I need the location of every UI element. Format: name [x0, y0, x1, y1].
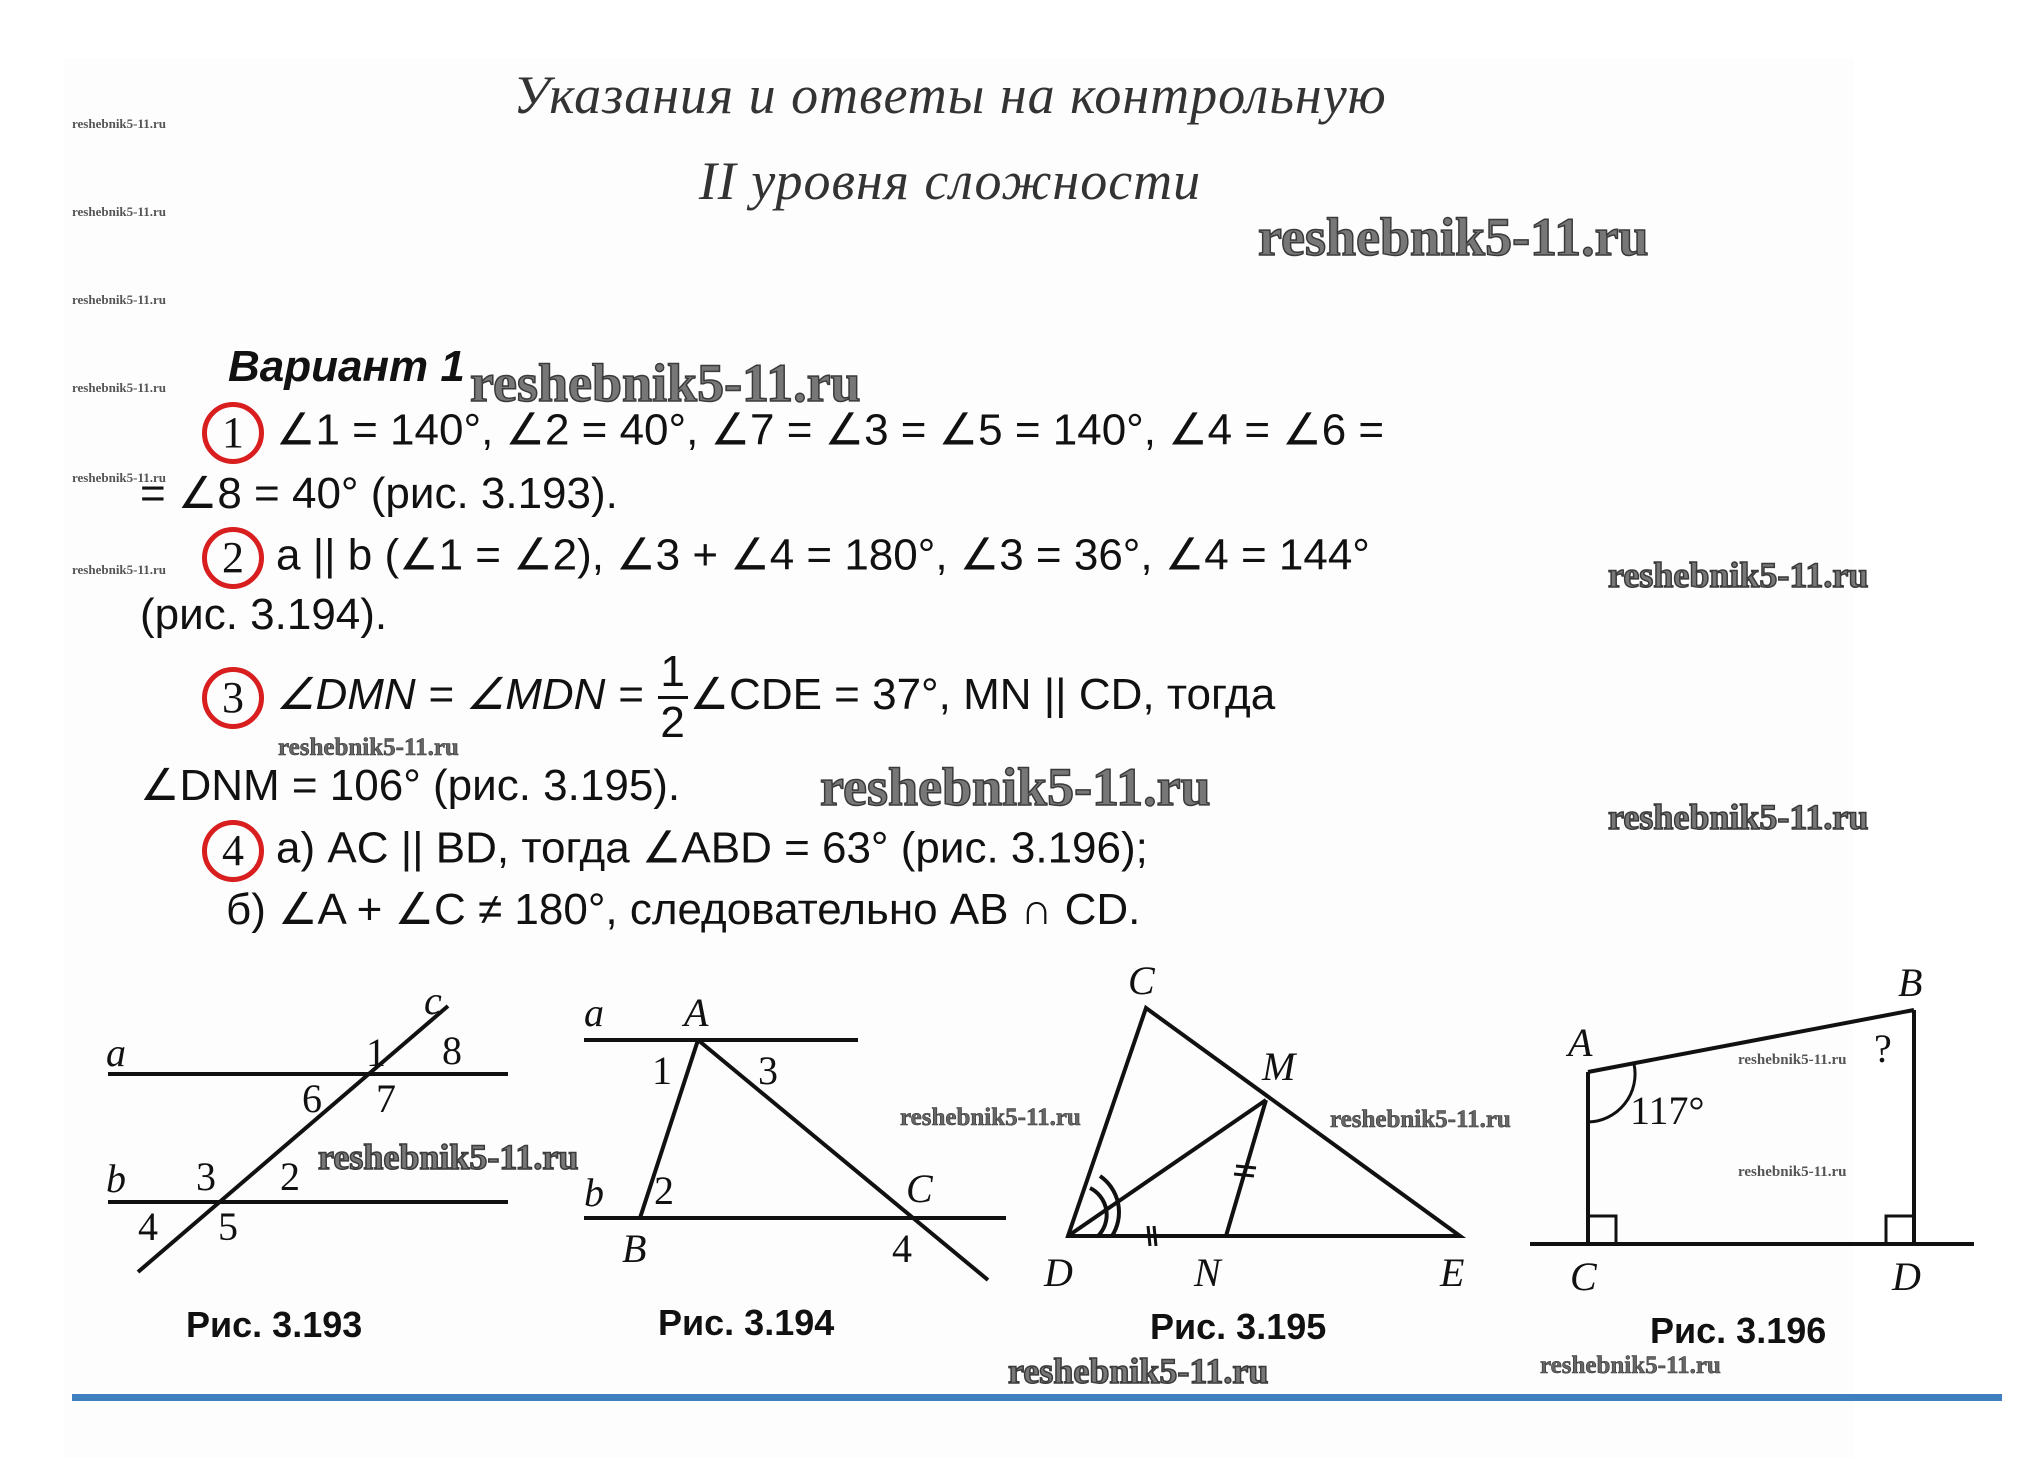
fig4-caption: Рис. 3.196	[1650, 1310, 1827, 1351]
fig3-caption: Рис. 3.195	[1150, 1306, 1327, 1347]
fig2-label-b: b	[584, 1170, 604, 1215]
watermark: reshebnik5-11.ru	[1330, 1106, 1511, 1133]
title-line-1: Указания и ответы на контрольную	[513, 65, 1387, 125]
fig4-label-C: C	[1570, 1254, 1597, 1299]
fig2-label-B: B	[622, 1226, 647, 1271]
fig2-label-3: 3	[758, 1048, 778, 1093]
task-2-line-2: (рис. 3.194).	[140, 590, 388, 639]
fig2-caption: Рис. 3.194	[658, 1302, 835, 1343]
side-watermark: reshebnik5-11.ru	[72, 562, 167, 577]
fig1-label-8: 8	[442, 1028, 462, 1073]
fig1-label-c: c	[424, 978, 442, 1023]
task-number-badge: 1	[202, 402, 264, 464]
task-4-text: а) AC || BD, тогда ∠ABD = 63° (рис. 3.196);	[276, 823, 1148, 873]
fig2-label-C: C	[906, 1166, 933, 1211]
task-4-line-2: б) ∠A + ∠C ≠ 180°, следовательно AB ∩ CD.	[226, 885, 1141, 934]
fig4-unknown-angle: ?	[1874, 1026, 1892, 1071]
side-watermark: reshebnik5-11.ru	[72, 380, 167, 395]
task-3-line-2: ∠DNM = 106° (рис. 3.195).	[140, 761, 681, 810]
watermark: reshebnik5-11.ru	[1738, 1052, 1847, 1068]
watermark: reshebnik5-11.ru	[900, 1104, 1081, 1131]
fig1-label-2: 2	[280, 1154, 300, 1199]
fig1-label-1: 1	[366, 1030, 386, 1075]
fig3-label-D: D	[1044, 1250, 1073, 1295]
fig1-label-3: 3	[196, 1154, 216, 1199]
fig1-label-5: 5	[218, 1204, 238, 1249]
watermark: reshebnik5-11.ru	[1738, 1164, 1847, 1180]
side-watermark: reshebnik5-11.ru	[72, 470, 167, 485]
fig1-label-7: 7	[376, 1076, 396, 1121]
watermark: reshebnik5-11.ru	[1608, 555, 1869, 595]
fig4-label-A: A	[1568, 1020, 1593, 1065]
fig4-segment-ab	[1588, 1010, 1914, 1072]
fraction-numerator: 1	[660, 647, 685, 696]
fig1-line-c	[138, 1006, 448, 1272]
task-number-badge: 4	[202, 820, 264, 882]
title-line-2: II уровня сложности	[698, 151, 1202, 211]
fraction-denominator: 2	[660, 698, 685, 747]
watermark: reshebnik5-11.ru	[470, 353, 861, 413]
fig3-triangle	[1068, 1008, 1460, 1236]
fig1-label-6: 6	[302, 1076, 322, 1121]
fig1-label-b: b	[106, 1156, 126, 1201]
fig2-label-A: A	[684, 990, 709, 1035]
task-number-badge: 3	[202, 667, 264, 729]
fig1-caption: Рис. 3.193	[186, 1304, 363, 1345]
fig1-label-4: 4	[138, 1204, 158, 1249]
fig3-label-M: M	[1262, 1044, 1296, 1089]
task-2-text: a || b (∠1 = ∠2), ∠3 + ∠4 = 180°, ∠3 = 36°, ∠4 = 144°	[276, 530, 1370, 580]
fig2-label-4: 4	[892, 1226, 912, 1271]
watermark: reshebnik5-11.ru	[278, 734, 459, 761]
fig3-label-N: N	[1194, 1250, 1221, 1295]
task-3-text-a: ∠DMN = ∠MDN =	[276, 670, 644, 720]
side-watermark: reshebnik5-11.ru	[72, 116, 167, 131]
fig4-angle-arc	[1588, 1064, 1635, 1122]
watermark: reshebnik5-11.ru	[1008, 1351, 1269, 1391]
watermark: reshebnik5-11.ru	[820, 757, 1211, 817]
variant-heading: Вариант 1	[228, 342, 465, 391]
task-number-badge: 2	[202, 527, 264, 589]
fig2-label-a: a	[584, 990, 604, 1035]
watermark: reshebnik5-11.ru	[1540, 1352, 1721, 1379]
task-1-line-2: = ∠8 = 40° (рис. 3.193).	[140, 469, 618, 518]
fig2-label-2: 2	[654, 1168, 674, 1213]
watermark: reshebnik5-11.ru	[1258, 207, 1649, 267]
task-1-text: ∠1 = 140°, ∠2 = 40°, ∠7 = ∠3 = ∠5 = 140°, ∠4 = ∠6 =	[276, 405, 1385, 455]
bottom-divider	[72, 1394, 2002, 1401]
watermark: reshebnik5-11.ru	[318, 1137, 579, 1177]
side-watermark: reshebnik5-11.ru	[72, 292, 167, 307]
fig3-label-E: E	[1440, 1250, 1465, 1295]
fig3-segment-dm	[1068, 1100, 1266, 1236]
task-3-text-b: ∠CDE = 37°, MN || CD, тогда	[689, 670, 1276, 720]
watermark: reshebnik5-11.ru	[1608, 797, 1869, 837]
fig2-line-ac	[698, 1040, 988, 1280]
fig1-label-a: a	[106, 1030, 126, 1075]
fig4-angle-label: 117°	[1630, 1088, 1705, 1133]
side-watermark: reshebnik5-11.ru	[72, 204, 167, 219]
fig4-label-B: B	[1898, 960, 1923, 1005]
fig4-label-D: D	[1892, 1254, 1921, 1299]
fig3-label-C: C	[1128, 958, 1155, 1003]
fig2-label-1: 1	[652, 1048, 672, 1093]
